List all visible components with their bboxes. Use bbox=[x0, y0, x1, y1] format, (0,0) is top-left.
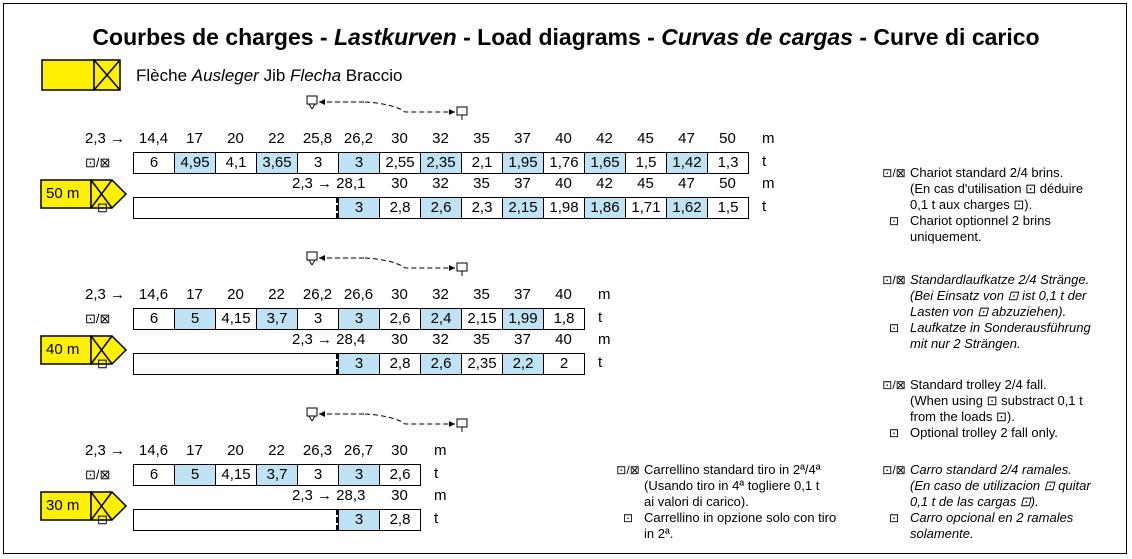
distance-label: 20 bbox=[227, 286, 244, 303]
distance-label: 14,4 bbox=[138, 130, 169, 147]
load-cell: 3,7 bbox=[256, 308, 298, 330]
jib-legend-text bbox=[136, 66, 403, 86]
load-cell: 1,3 bbox=[707, 152, 749, 174]
distance-label: 22 bbox=[268, 286, 285, 303]
note-line: Laufkatze in Sonderausführung bbox=[910, 320, 1091, 335]
distance-label: 37 bbox=[514, 130, 531, 147]
unit-label: t bbox=[434, 510, 439, 527]
note-line: Carrellino in opzione solo con tiro bbox=[644, 510, 837, 525]
distance-label: 35 bbox=[473, 331, 490, 348]
note-line: Carrellino standard tiro in 2ª/4ª bbox=[644, 462, 821, 477]
note-line: ai valori di carico). bbox=[644, 494, 749, 509]
distance-label: 17 bbox=[186, 442, 203, 459]
note-line: Chariot optionnel 2 brins bbox=[910, 213, 1051, 228]
trolley-2fall-icon: ⊡ bbox=[888, 321, 900, 335]
load-cell: 6 bbox=[133, 464, 175, 486]
distance-label: 26,3 bbox=[302, 442, 333, 459]
trolley-2fall-icon: ⊡ bbox=[977, 304, 989, 319]
load-cell: 1,5 bbox=[625, 152, 667, 174]
load-cell: 3 bbox=[297, 152, 339, 174]
note-line: déduire bbox=[1036, 181, 1084, 196]
unit-label: m bbox=[762, 175, 775, 192]
trolley-4fall-icon: ⊡ bbox=[1043, 478, 1055, 493]
load-cell: 2,1 bbox=[461, 152, 503, 174]
distance-label: 32 bbox=[432, 286, 449, 303]
trolley-2fall-icon: ⊡ bbox=[97, 200, 108, 215]
note-line: ). bbox=[1024, 197, 1033, 212]
load-cell: 1,8 bbox=[543, 308, 585, 330]
note-fr bbox=[878, 165, 1118, 245]
load-cell: 2,15 bbox=[502, 197, 544, 219]
note-es bbox=[878, 462, 1118, 542]
load-cell: 1,86 bbox=[584, 197, 626, 219]
load-cell: 1,99 bbox=[502, 308, 544, 330]
load-cell: 2,2 bbox=[502, 353, 544, 375]
note-en bbox=[878, 377, 1118, 441]
distance-label: 35 bbox=[473, 175, 490, 192]
trolley-2fall-icon: ⊡ bbox=[996, 409, 1007, 424]
jib-legend-icon bbox=[41, 59, 125, 91]
note-line: quitar bbox=[1054, 478, 1091, 493]
distance-label: 47 bbox=[678, 130, 695, 147]
load-cell: 3 bbox=[297, 308, 339, 330]
distance-label: 32 bbox=[432, 175, 449, 192]
unit-label: t bbox=[434, 465, 439, 482]
load-cell: 2,35 bbox=[461, 353, 503, 375]
note-line: solamente. bbox=[910, 526, 974, 541]
note-line: Lasten von bbox=[910, 304, 978, 319]
note-line: mit nur 2 Strängen. bbox=[910, 336, 1021, 351]
trolley-pair-icon: ⊡/⊠ bbox=[85, 311, 111, 326]
distance-label: 40 bbox=[555, 331, 572, 348]
unit-label: m bbox=[434, 487, 447, 504]
trolley-pair-icon: ⊡/⊠ bbox=[616, 463, 640, 477]
trolley-4fall-icon: ⊡ bbox=[1025, 181, 1037, 196]
note-line: Optional trolley 2 fall only. bbox=[910, 425, 1058, 440]
note-line: in 2ª. bbox=[644, 526, 674, 541]
note-de bbox=[878, 272, 1122, 352]
note-line: (Bei Einsatz von bbox=[910, 288, 1008, 303]
trolley-pair-icon: ⊡/⊠ bbox=[882, 166, 906, 180]
trolley-2fall-icon: ⊡ bbox=[1013, 197, 1025, 212]
trolley-travel-arrow-icon bbox=[305, 406, 485, 436]
load-cell: 3,65 bbox=[256, 152, 298, 174]
note-line: Standardlaufkatze 2/4 Stränge. bbox=[910, 272, 1090, 287]
note-line: (When using bbox=[910, 393, 987, 408]
trolley-travel-arrow-icon bbox=[305, 250, 485, 280]
note-line: 0,1 t aux charges bbox=[910, 197, 1014, 212]
start-distance: 2,3 → bbox=[85, 130, 126, 147]
load-cell: 2,8 bbox=[379, 197, 421, 219]
trolley-2fall-icon: ⊡ bbox=[1019, 494, 1031, 509]
trolley-2fall-icon: ⊡ bbox=[97, 512, 108, 527]
unit-label: t bbox=[762, 153, 767, 170]
unit-label: m bbox=[598, 331, 611, 348]
trolley-2fall-icon: ⊡ bbox=[622, 511, 634, 525]
note-line: ist 0,1 t der bbox=[1018, 288, 1087, 303]
note-line: Carro opcional en 2 ramales bbox=[910, 510, 1074, 525]
distance-label: 42 bbox=[596, 175, 613, 192]
distance-label: 45 bbox=[637, 130, 654, 147]
distance-label: 17 bbox=[186, 130, 203, 147]
start-distance: 2,3 → 28,1 bbox=[292, 175, 366, 192]
text-part: Courbes de charges - bbox=[92, 24, 334, 50]
trolley-pair-icon: ⊡/⊠ bbox=[882, 273, 906, 287]
trolley-2fall-icon: ⊡ bbox=[888, 426, 900, 440]
load-cell: 4,95 bbox=[174, 152, 216, 174]
distance-label: 32 bbox=[432, 331, 449, 348]
trolley-4fall-icon: ⊡ bbox=[1007, 288, 1019, 303]
load-cell: 2,6 bbox=[420, 197, 462, 219]
distance-label: 42 bbox=[596, 130, 613, 147]
note-line: Carro standard 2/4 ramales. bbox=[910, 462, 1072, 477]
load-cell: 4,15 bbox=[215, 464, 257, 486]
load-cell: 3 bbox=[338, 152, 380, 174]
text-part: Jib bbox=[258, 66, 291, 85]
jib-length-label: 30 m bbox=[46, 497, 80, 514]
distance-label: 22 bbox=[268, 442, 285, 459]
distance-label: 22 bbox=[268, 130, 285, 147]
distance-label: 26,7 bbox=[343, 442, 374, 459]
load-cell: 3 bbox=[338, 464, 380, 486]
distance-label: 20 bbox=[227, 130, 244, 147]
distance-label: 50 bbox=[719, 175, 736, 192]
load-cell: 3 bbox=[338, 308, 380, 330]
start-distance: 2,3 → 28,4 bbox=[292, 331, 366, 348]
load-cell: 5 bbox=[174, 308, 216, 330]
distance-label: 26,6 bbox=[343, 286, 374, 303]
distance-label: 37 bbox=[514, 286, 531, 303]
load-cell: 2,35 bbox=[420, 152, 462, 174]
load-cell: 2,4 bbox=[420, 308, 462, 330]
trolley-pair-icon: ⊡/⊠ bbox=[882, 463, 906, 477]
unit-label: t bbox=[598, 309, 603, 326]
load-cell: 1,98 bbox=[543, 197, 585, 219]
unit-label: m bbox=[762, 130, 775, 147]
load-cell: 3 bbox=[297, 464, 339, 486]
page-title bbox=[0, 24, 1132, 51]
distance-label: 47 bbox=[678, 175, 695, 192]
load-cell: 3 bbox=[338, 353, 380, 375]
distance-label: 40 bbox=[555, 286, 572, 303]
empty-load-box bbox=[133, 509, 339, 531]
empty-load-box bbox=[133, 353, 339, 375]
distance-label: 30 bbox=[391, 175, 408, 192]
jib-length-label: 50 m bbox=[46, 185, 80, 202]
distance-label: 35 bbox=[473, 286, 490, 303]
load-cell: 2,6 bbox=[379, 308, 421, 330]
distance-label: 14,6 bbox=[138, 442, 169, 459]
distance-label: 30 bbox=[391, 442, 408, 459]
distance-label: 26,2 bbox=[343, 130, 374, 147]
distance-label: 14,6 bbox=[138, 286, 169, 303]
load-cell: 6 bbox=[133, 152, 175, 174]
note-line: abzuziehen). bbox=[988, 304, 1067, 319]
load-cell: 2,55 bbox=[379, 152, 421, 174]
load-cell: 2,8 bbox=[379, 509, 421, 531]
start-distance: 2,3 → bbox=[85, 286, 126, 303]
load-cell: 1,5 bbox=[707, 197, 749, 219]
text-part: Lastkurven bbox=[333, 24, 457, 50]
trolley-pair-icon: ⊡/⊠ bbox=[85, 155, 111, 170]
note-line: 0,1 t de las cargas bbox=[910, 494, 1020, 509]
load-cell: 3,7 bbox=[256, 464, 298, 486]
load-cell: 1,42 bbox=[666, 152, 708, 174]
note-it bbox=[612, 462, 852, 542]
distance-label: 37 bbox=[514, 331, 531, 348]
trolley-4fall-icon: ⊡ bbox=[986, 393, 998, 408]
trolley-2fall-icon: ⊡ bbox=[888, 214, 900, 228]
load-cell: 1,71 bbox=[625, 197, 667, 219]
distance-label: 37 bbox=[514, 175, 531, 192]
start-distance: 2,3 → 28,3 bbox=[292, 487, 366, 504]
text-part: - Curve di carico bbox=[852, 24, 1040, 50]
load-cell: 3 bbox=[338, 509, 380, 531]
distance-label: 50 bbox=[719, 130, 736, 147]
unit-label: m bbox=[434, 442, 447, 459]
note-line: Chariot standard 2/4 brins. bbox=[910, 165, 1064, 180]
load-cell: 1,76 bbox=[543, 152, 585, 174]
note-line: uniquement. bbox=[910, 229, 982, 244]
load-cell: 4,15 bbox=[215, 308, 257, 330]
load-cell: 2,3 bbox=[461, 197, 503, 219]
distance-label: 30 bbox=[391, 286, 408, 303]
trolley-2fall-icon: ⊡ bbox=[888, 511, 900, 525]
distance-label: 30 bbox=[391, 130, 408, 147]
load-cell: 1,65 bbox=[584, 152, 626, 174]
load-cell: 2,6 bbox=[379, 464, 421, 486]
note-line: (Usando tiro in 4ª togliere 0,1 t bbox=[644, 478, 820, 493]
distance-label: 40 bbox=[555, 130, 572, 147]
jib-length-label: 40 m bbox=[46, 341, 80, 358]
text-part: - Load diagrams - bbox=[456, 24, 662, 50]
note-line: Standard trolley 2/4 fall. bbox=[910, 377, 1047, 392]
distance-label: 35 bbox=[473, 130, 490, 147]
load-cell: 1,62 bbox=[666, 197, 708, 219]
unit-label: t bbox=[762, 198, 767, 215]
text-part: Braccio bbox=[341, 66, 403, 85]
distance-label: 30 bbox=[391, 331, 408, 348]
unit-label: t bbox=[598, 354, 603, 371]
note-line: (En cas d'utilisation bbox=[910, 181, 1026, 196]
note-line: ). bbox=[1006, 409, 1015, 424]
distance-label: 40 bbox=[555, 175, 572, 192]
note-line: ). bbox=[1030, 494, 1039, 509]
text-part: Flèche bbox=[136, 66, 192, 85]
distance-label: 45 bbox=[637, 175, 654, 192]
distance-label: 25,8 bbox=[302, 130, 333, 147]
load-cell: 2,8 bbox=[379, 353, 421, 375]
text-part: Ausleger bbox=[191, 66, 259, 85]
unit-label: m bbox=[598, 286, 611, 303]
load-cell: 1,95 bbox=[502, 152, 544, 174]
load-cell: 2,15 bbox=[461, 308, 503, 330]
distance-label: 32 bbox=[432, 130, 449, 147]
distance-label: 30 bbox=[391, 487, 408, 504]
distance-label: 17 bbox=[186, 286, 203, 303]
trolley-pair-icon: ⊡/⊠ bbox=[882, 378, 906, 392]
text-part: Flecha bbox=[290, 66, 342, 85]
text-part: Curvas de cargas bbox=[661, 24, 853, 50]
trolley-pair-icon: ⊡/⊠ bbox=[85, 467, 111, 482]
note-line: (En caso de utilizacion bbox=[910, 478, 1044, 493]
trolley-travel-arrow-icon bbox=[305, 94, 485, 124]
trolley-2fall-icon: ⊡ bbox=[97, 356, 108, 371]
load-cell: 4,1 bbox=[215, 152, 257, 174]
load-cell: 5 bbox=[174, 464, 216, 486]
start-distance: 2,3 → bbox=[85, 442, 126, 459]
note-line: substract 0,1 t bbox=[997, 393, 1083, 408]
load-cell: 2 bbox=[543, 353, 585, 375]
note-line: from the loads bbox=[910, 409, 996, 424]
distance-label: 26,2 bbox=[302, 286, 333, 303]
distance-label: 20 bbox=[227, 442, 244, 459]
load-cell: 2,6 bbox=[420, 353, 462, 375]
empty-load-box bbox=[133, 197, 339, 219]
load-cell: 6 bbox=[133, 308, 175, 330]
load-cell: 3 bbox=[338, 197, 380, 219]
